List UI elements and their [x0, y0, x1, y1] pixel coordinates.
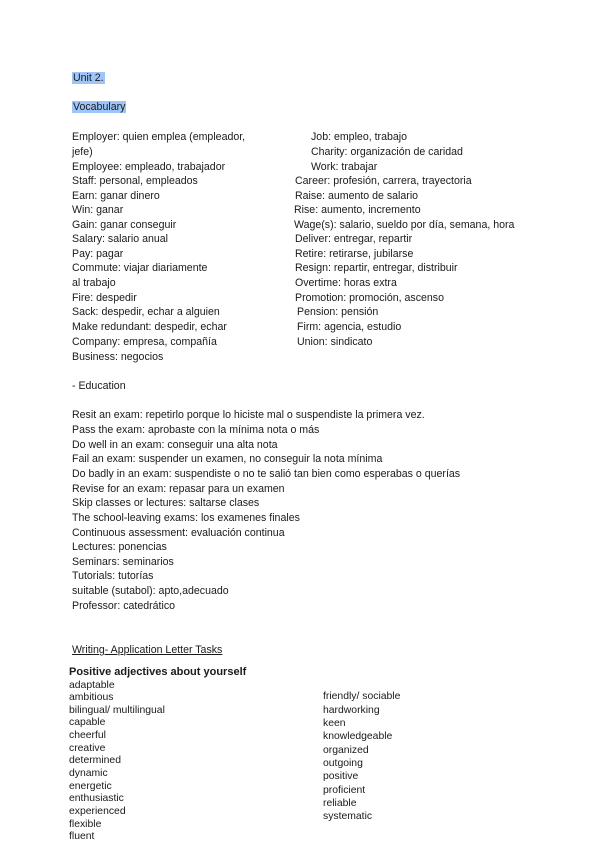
adjective-item: cheerful	[69, 730, 106, 741]
vocab-line: Make redundant: despedir, echar	[72, 321, 227, 333]
vocab-line: Firm: agencia, estudio	[297, 321, 402, 333]
vocab-line: Gain: ganar conseguir	[72, 219, 177, 231]
vocab-line: jefe)	[72, 146, 93, 158]
vocab-line: Sack: despedir, echar a alguien	[72, 306, 220, 318]
vocab-line: Win: ganar	[72, 204, 124, 216]
vocab-line: Business: negocios	[72, 351, 164, 363]
education-item: Do well in an exam: conseguir una alta nota	[72, 439, 278, 451]
adjective-item: enthusiastic	[69, 793, 124, 804]
vocab-line: Career: profesión, carrera, trayectoria	[295, 175, 472, 187]
vocab-line: Union: sindicato	[297, 336, 373, 348]
education-item: Tutorials: tutorías	[72, 570, 154, 582]
adjective-item: energetic	[69, 781, 112, 792]
vocab-line: Staff: personal, empleados	[72, 175, 198, 187]
vocabulary-heading: Vocabulary	[73, 101, 126, 113]
vocab-line: Retire: retirarse, jubilarse	[295, 248, 414, 260]
vocab-line: Work: trabajar	[311, 161, 378, 173]
vocab-line: Overtime: horas extra	[295, 277, 397, 289]
education-item: Lectures: ponencias	[72, 541, 167, 553]
adjective-item: knowledgeable	[323, 731, 393, 742]
vocab-line: Fire: despedir	[72, 292, 137, 304]
adjective-item: hardworking	[323, 705, 380, 716]
vocab-line: Employer: quien emplea (empleador,	[72, 131, 246, 143]
adjective-item: reliable	[323, 798, 357, 809]
education-item: Professor: catedrático	[72, 600, 176, 612]
adjective-item: capable	[69, 717, 106, 728]
vocab-line: Commute: viajar diariamente	[72, 262, 208, 274]
vocab-line: Pay: pagar	[72, 248, 124, 260]
adjective-item: determined	[69, 755, 121, 766]
adjective-item: keen	[323, 718, 346, 729]
education-item: Resit an exam: repetirlo porque lo hiciste mal o suspendiste la primera vez.	[72, 409, 425, 421]
vocab-line: Job: empleo, trabajo	[311, 131, 407, 143]
adjective-item: adaptable	[69, 680, 115, 691]
vocab-line: Deliver: entregar, repartir	[295, 233, 413, 245]
vocab-line: Raise: aumento de salario	[295, 190, 419, 202]
vocab-line: Promotion: promoción, ascenso	[295, 292, 444, 304]
vocab-line: Employee: empleado, trabajador	[72, 161, 226, 173]
vocab-line: Earn: ganar dinero	[72, 190, 160, 202]
writing-heading: Writing- Application Letter Tasks	[72, 644, 223, 656]
adjective-item: friendly/ sociable	[323, 691, 401, 702]
vocab-line: Rise: aumento, incremento	[294, 204, 421, 216]
vocab-line: Salary: salario anual	[72, 233, 168, 245]
education-item: Pass the exam: aprobaste con la mínima nota o más	[72, 424, 320, 436]
adjective-item: systematic	[323, 811, 373, 822]
education-item: suitable (sutabol): apto,adecuado	[72, 585, 229, 597]
adjective-item: bilingual/ multilingual	[69, 705, 165, 716]
vocab-line: Charity: organización de caridad	[311, 146, 463, 158]
education-item: The school-leaving exams: los examenes finales	[72, 512, 300, 524]
adjective-item: flexible	[69, 819, 102, 830]
vocab-line: Company: empresa, compañía	[72, 336, 217, 348]
vocab-line: al trabajo	[72, 277, 116, 289]
adjectives-heading: Positive adjectives about yourself	[69, 666, 247, 678]
adjective-item: positive	[323, 771, 359, 782]
adjective-item: organized	[323, 745, 369, 756]
education-item: Fail an exam: suspender un examen, no conseguir la nota mínima	[72, 453, 383, 465]
education-item: Seminars: seminarios	[72, 556, 174, 568]
adjective-item: dynamic	[69, 768, 108, 779]
education-heading: - Education	[72, 380, 126, 392]
vocab-line: Wage(s): salario, sueldo por día, semana, hora	[294, 219, 515, 231]
education-item: Do badly in an exam: suspendiste o no te salió tan bien como esperabas o querías	[72, 468, 461, 480]
adjective-item: outgoing	[323, 758, 363, 769]
adjective-item: experienced	[69, 806, 126, 817]
education-item: Continuous assessment: evaluación continua	[72, 527, 285, 539]
education-item: Revise for an exam: repasar para un examen	[72, 483, 285, 495]
adjective-item: ambitious	[69, 692, 114, 703]
adjective-item: fluent	[69, 831, 95, 842]
unit-title: Unit 2.	[73, 72, 104, 84]
vocab-line: Pension: pensión	[297, 306, 379, 318]
adjective-item: proficient	[323, 785, 366, 796]
adjective-item: creative	[69, 743, 106, 754]
education-item: Skip classes or lectures: saltarse clases	[72, 497, 260, 509]
vocab-line: Resign: repartir, entregar, distribuir	[295, 262, 458, 274]
